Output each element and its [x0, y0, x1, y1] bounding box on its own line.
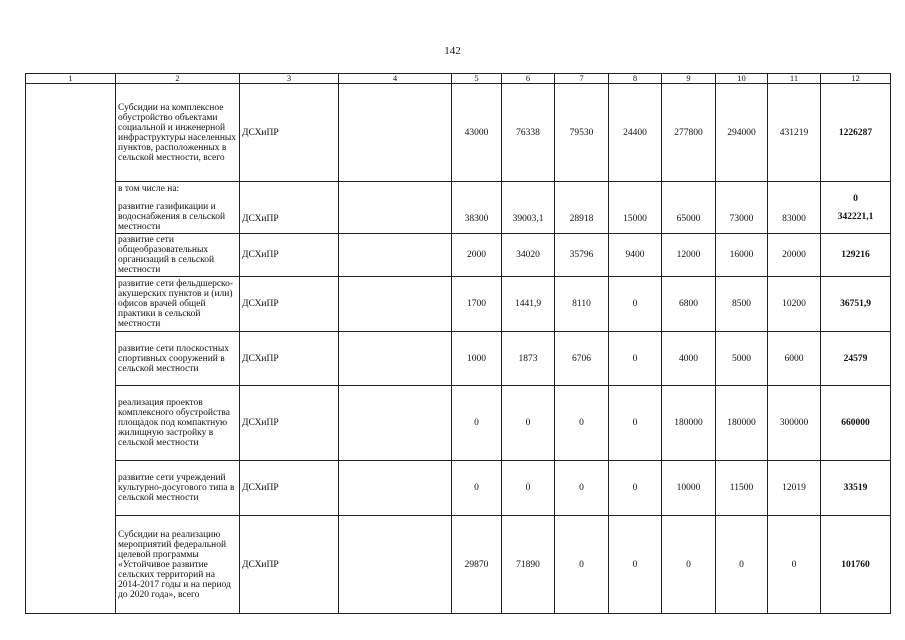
row-value-col8: 0 [609, 516, 662, 614]
row-value-col6: 76338 [502, 84, 555, 182]
table-row [26, 84, 891, 182]
table-row [26, 277, 891, 332]
row-total: 660000 [821, 386, 891, 461]
row-blank-cell [339, 182, 452, 234]
row-executor: ДСХиПР [240, 182, 339, 234]
row-total-value: 342221,1 [837, 211, 874, 222]
header-cell: 5 [452, 74, 502, 84]
row-blank-cell [339, 386, 452, 461]
table-row [26, 461, 891, 516]
row-value-col6: 71890 [502, 516, 555, 614]
row-description: Субсидии на комплексное обустройство объектами социальной и инженерной инфраструктуры населенных пунктов, расположенных в сельской местности, всего [116, 84, 240, 182]
row-value-col9: 10000 [662, 461, 716, 516]
row-value-col11: 10200 [768, 277, 821, 332]
row-value-col8: 0 [609, 277, 662, 332]
table-row [26, 332, 891, 386]
row-value-col10: 5000 [716, 332, 768, 386]
row-value-col11: 6000 [768, 332, 821, 386]
row-blank-cell [339, 84, 452, 182]
row-value-col6: 1441,9 [502, 277, 555, 332]
table-row [26, 182, 891, 234]
row-description: Субсидии на реализацию мероприятий федеральной целевой программы «Устойчивое развитие сельских территорий на 2014-2017 годы и на период до 2020 года», всего [116, 516, 240, 614]
row-value-col10: 8500 [716, 277, 768, 332]
row-total: 129216 [821, 234, 891, 277]
row-value-col9: 0 [662, 516, 716, 614]
row-value-col11: 12019 [768, 461, 821, 516]
row-blank-cell [339, 461, 452, 516]
row-description: развитие сети фельдшерско-акушерских пунктов и (или) офисов врачей общей практики в сельской местности [116, 277, 240, 332]
row-value-col9: 4000 [662, 332, 716, 386]
header-cell: 12 [821, 74, 891, 84]
row-description: развитие сети общеобразовательных организаций в сельской местности [116, 234, 240, 277]
row-description [116, 182, 240, 234]
row-value-col11: 431219 [768, 84, 821, 182]
row-value-col11: 300000 [768, 386, 821, 461]
row-value-col7: 6706 [555, 332, 609, 386]
row-value-col7: 8110 [555, 277, 609, 332]
row-value-col5: 1700 [452, 277, 502, 332]
row-value-col9: 6800 [662, 277, 716, 332]
row-value-col8: 24400 [609, 84, 662, 182]
row-executor: ДСХиПР [240, 277, 339, 332]
row-value-col7: 79530 [555, 84, 609, 182]
row-executor: ДСХиПР [240, 516, 339, 614]
row-total-prefix: 0 [853, 193, 858, 204]
row-description: развитие сети учреждений культурно-досугового типа в сельской местности [116, 461, 240, 516]
row-description-text: развитие газификации и водоснабжения в сельской местности [118, 201, 226, 232]
row-value-col6: 0 [502, 461, 555, 516]
row-blank-cell [339, 277, 452, 332]
row-description: реализация проектов комплексного обустройства площадок под компактную жилищную застройку в сельской местности [116, 386, 240, 461]
row-value-col7: 0 [555, 516, 609, 614]
row-value-col8: 0 [609, 461, 662, 516]
row-value-col9: 12000 [662, 234, 716, 277]
table-row [26, 516, 891, 614]
row-total: 24579 [821, 332, 891, 386]
row-value-col10: 73000 [716, 182, 768, 234]
row-executor: ДСХиПР [240, 234, 339, 277]
header-cell: 2 [116, 74, 240, 84]
row-value-col8: 9400 [609, 234, 662, 277]
header-cell: 1 [26, 74, 116, 84]
row-value-col5: 0 [452, 461, 502, 516]
row-value-col7: 0 [555, 461, 609, 516]
row-total: 1226287 [821, 84, 891, 182]
table-row [26, 386, 891, 461]
row-executor: ДСХиПР [240, 84, 339, 182]
row-executor: ДСХиПР [240, 386, 339, 461]
header-cell: 9 [662, 74, 716, 84]
header-row [26, 74, 891, 84]
budget-table [25, 73, 891, 614]
header-cell: 4 [339, 74, 452, 84]
row-value-col5: 43000 [452, 84, 502, 182]
row-value-col7: 0 [555, 386, 609, 461]
row-value-col5: 38300 [452, 182, 502, 234]
row-value-col5: 0 [452, 386, 502, 461]
row-blank-cell [339, 516, 452, 614]
row-value-col7: 28918 [555, 182, 609, 234]
table-row [26, 234, 891, 277]
row-value-col5: 2000 [452, 234, 502, 277]
row-total: 101760 [821, 516, 891, 614]
row-blank-cell [339, 332, 452, 386]
row-blank-cell [339, 234, 452, 277]
header-cell: 6 [502, 74, 555, 84]
page-number: 142 [444, 45, 461, 57]
row-value-col8: 0 [609, 386, 662, 461]
row-value-col6: 1873 [502, 332, 555, 386]
row-value-col11: 20000 [768, 234, 821, 277]
row-executor: ДСХиПР [240, 461, 339, 516]
row-value-col6: 34020 [502, 234, 555, 277]
row-value-col10: 0 [716, 516, 768, 614]
row-value-col9: 65000 [662, 182, 716, 234]
row-value-col8: 15000 [609, 182, 662, 234]
row-value-col11: 0 [768, 516, 821, 614]
row-value-col11: 83000 [768, 182, 821, 234]
row-value-col10: 294000 [716, 84, 768, 182]
row-value-col6: 39003,1 [502, 182, 555, 234]
row-total: 33519 [821, 461, 891, 516]
row-number-cell [26, 84, 116, 614]
row-value-col10: 180000 [716, 386, 768, 461]
row-value-col9: 180000 [662, 386, 716, 461]
row-total: 36751,9 [821, 277, 891, 332]
header-cell: 11 [768, 74, 821, 84]
header-cell: 10 [716, 74, 768, 84]
row-value-col9: 277800 [662, 84, 716, 182]
row-description-prefix: в том числе на: [118, 183, 180, 194]
header-cell: 3 [240, 74, 339, 84]
row-value-col8: 0 [609, 332, 662, 386]
header-cell: 8 [609, 74, 662, 84]
row-executor: ДСХиПР [240, 332, 339, 386]
row-value-col6: 0 [502, 386, 555, 461]
row-description: развитие сети плоскостных спортивных сооружений в сельской местности [116, 332, 240, 386]
row-value-col5: 1000 [452, 332, 502, 386]
row-value-col7: 35796 [555, 234, 609, 277]
header-cell: 7 [555, 74, 609, 84]
row-total [821, 182, 891, 234]
row-value-col5: 29870 [452, 516, 502, 614]
row-value-col10: 16000 [716, 234, 768, 277]
row-value-col10: 11500 [716, 461, 768, 516]
